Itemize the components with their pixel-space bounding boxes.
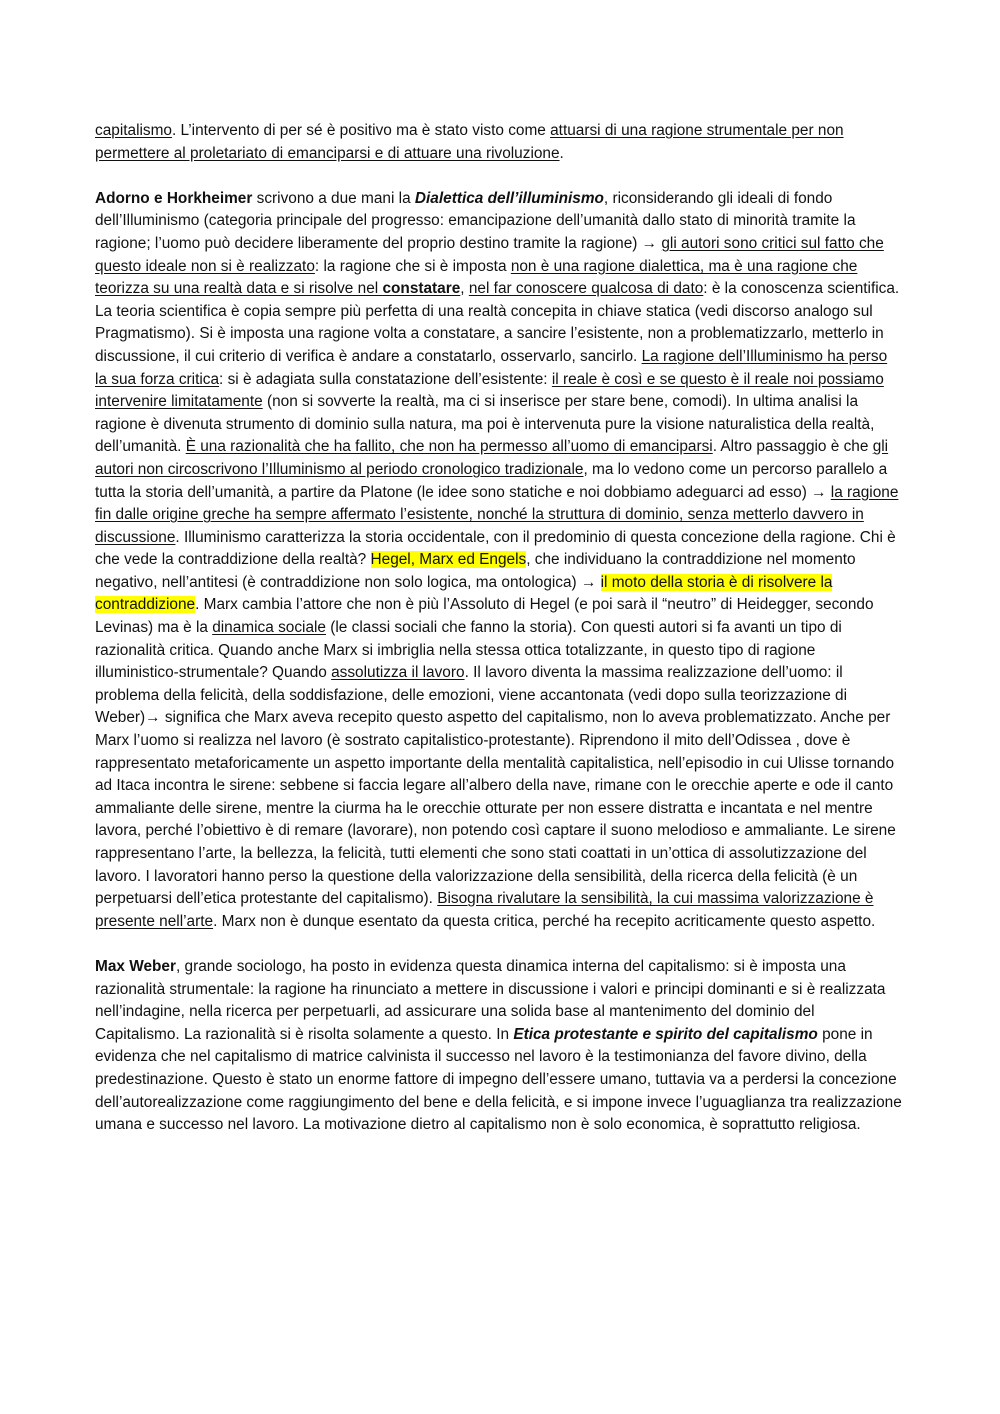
body-text: , grande sociologo, ha posto in evidenza questa dinamica interna del capitalismo: si è imposta una razionalità strumentale: la ragione ha rinunciato a mettere in discussione i valori e principi dominanti e si è realizzata nell’indagine, nella ricerca per perpetuarli, ad assicurare una solida base al mantenimento del dominio del Capitalismo. La razionalità si è risolta solamente a questo. In xyxy=(95,957,886,1043)
highlighted-text: Hegel, Marx ed Engels xyxy=(370,551,527,569)
underlined-text-part: non è una ragione dialettica, ma è una ragione che teorizza su una realtà data e si risolve nel xyxy=(95,257,858,298)
body-text: . L’intervento di per sé è positivo ma è stato visto come xyxy=(171,122,551,139)
body-text: . xyxy=(559,144,564,162)
body-text: , ma lo vedono come un percorso parallelo a tutta la storia dell’umanità, a partire da Platone (le idee sono statiche e noi dobbiamo adeguarci ad esso) → xyxy=(95,460,888,501)
body-text: . Il lavoro diventa la massima realizzazione dell’uomo: il problema della felicità, della soddisfazione, delle emozioni, viene accantonata (vedi dopo sulla teorizzazione di Weber)→ significa che Marx aveva recepito questo aspetto del capitalismo, non lo aveva problematizzato. Anche per Marx l’uomo si realizza nel lavoro (è sostrato capitalistico-protestante). Riprendono il mito dell’Odissea , dove è rappresentato metaforicamente un aspetto importante della mentalità capitalistica, nell’episodio in cui Ulisse tornando ad Itaca incontra le sirene: sebbene si faccia legare all’albero della nave, rimane con le orecchie aperte e ode il canto ammaliante delle sirene, mentre la ciurma ha le orecchie otturate per non essere distratta e incantata e nel mentre lavora, perché l’obiettivo è di remare (lavorare), non potendo così captare il suono melodioso e ammaliante. Le sirene rappresentano l’arte, la bellezza, la felicità, tutti elementi che sono stati coattati in un’ottica di assolutizzazione del lavoro. I lavoratori hanno perso la questione della valorizzazione della sensibilità, della ricerca della felicità (è un perpetuarsi dell’etica protestante del capitalismo). xyxy=(95,664,896,908)
underlined-text: dinamica sociale xyxy=(212,619,326,637)
bold-name-adorno-horkheimer: Adorno e Horkheimer xyxy=(95,189,253,207)
bold-name-max-weber: Max Weber xyxy=(95,957,176,975)
underlined-text: La ragione dell’Illuminismo ha perso la sua forza critica xyxy=(95,347,888,388)
body-text: . Marx cambia l’attore che non è più l’Assoluto di Hegel (e poi sarà il “neutro” di Heidegger, secondo Levinas) ma è la xyxy=(95,596,874,637)
bold-constatare: constatare xyxy=(382,280,461,298)
body-text: (non si sovverte la realtà, ma ci si inserisce per stare bene, comodi). In ultima analisi la ragione è divenuta strumento di dominio sulla natura, ma poi è intervenuta pure la visione naturalistica della realtà, dell’umanità. xyxy=(95,393,875,456)
book-title-etica-protestante: Etica protestante e spirito del capitalismo xyxy=(513,1025,818,1043)
underlined-text: gli autori non circoscrivono l’Illuminismo al periodo cronologico tradizionale xyxy=(95,438,889,478)
underlined-text: la ragione fin dalle origine greche ha sempre affermato l’esistente, nonché la struttura di dominio, senza metterlo davvero in discussione xyxy=(95,483,899,546)
underlined-text: gli autori sono critici sul fatto che questo ideale non si è realizzato xyxy=(95,234,884,275)
body-text: pone in evidenza che nel capitalismo di matrice calvinista il successo nel lavoro è la testimonianza del favore divino, della predestinazione. Questo è stato un enorme fattore di impegno dell’essere umano, tuttavia va a perdersi la concezione dell’autorealizzazione come raggiungimento del bene e della felicità, e si impone invece l’uguaglianza tra realizzazione umana e successo nel lavoro. La motivazione dietro al capitalismo non è solo economica, è soprattutto religiosa. xyxy=(95,1025,902,1134)
underlined-text: attuarsi di una ragione strumentale per non permettere al proletariato di emanciparsi e di attuare una rivoluzione xyxy=(95,122,844,162)
body-text: , che individuano la contraddizione nel momento negativo, nell’antitesi (è contraddizione non solo logica, ma ontologica) → xyxy=(95,551,856,591)
underlined-text: assolutizza il lavoro xyxy=(331,664,465,682)
body-text: . Altro passaggio è che xyxy=(712,438,873,456)
body-text: : la ragione che si è imposta xyxy=(314,257,511,275)
book-title-dialettica: Dialettica dell’illuminismo xyxy=(414,189,604,207)
body-text: . Illuminismo caratterizza la storia occidentale, con il predominio di questa concezione della ragione. Chi è che vede la contraddizione della realtà? xyxy=(95,528,896,569)
document-page xyxy=(95,120,903,1159)
paragraph-max-weber xyxy=(95,956,903,1137)
body-text: : è la conoscenza scientifica. La teoria scientifica è copia sempre più perfetta di una realtà concepita in chiave statica (vedi discorso analogo sul Pragmatismo). Si è imposta una ragione volta a constatare, a sancire l’esistente, non a problematizzarlo, metterlo in discussione, il cui criterio di verifica è andare a constatarlo, osservarlo, sancirlo. xyxy=(95,280,900,365)
underlined-text: È una razionalità che ha fallito, che non ha permesso all’uomo di emanciparsi xyxy=(185,438,713,456)
body-text: . Marx non è dunque esentato da questa critica, perché ha recepito acriticamente questo aspetto. xyxy=(213,912,876,930)
paragraph-capitalismo-intro xyxy=(95,120,903,165)
underlined-text: il reale è così e se questo è il reale noi possiamo intervenire limitatamente xyxy=(95,370,884,411)
underlined-text: Bisogna rivalutare la sensibilità, la cui massima valorizzazione è presente nell’arte xyxy=(95,890,874,930)
body-text: , xyxy=(460,280,469,298)
body-text: (le classi sociali che fanno la storia). Con questi autori si fa avanti un tipo di razionalità critica. Quando anche Marx si imbriglia nella stessa ottica totalizzante, in questo tipo di ragione illuministico-strumentale? Quando xyxy=(95,619,842,682)
body-text: , riconsiderando gli ideali di fondo dell’Illuminismo (categoria principale del progresso: emancipazione dell’umanità dallo stato di minorità tramite la ragione; l’uomo può decidere liberamente del proprio destino tramite la ragione) → xyxy=(95,189,856,252)
underlined-text: nel far conoscere qualcosa di dato xyxy=(468,280,704,298)
paragraph-adorno-horkheimer xyxy=(95,188,903,934)
body-text: scrivono a due mani la xyxy=(252,189,415,207)
body-text: : si è adagiata sulla constatazione dell’esistente: xyxy=(219,370,552,388)
underlined-text: capitalismo xyxy=(95,122,172,139)
highlighted-text: il moto della storia è di risolvere la contraddizione xyxy=(95,573,833,614)
